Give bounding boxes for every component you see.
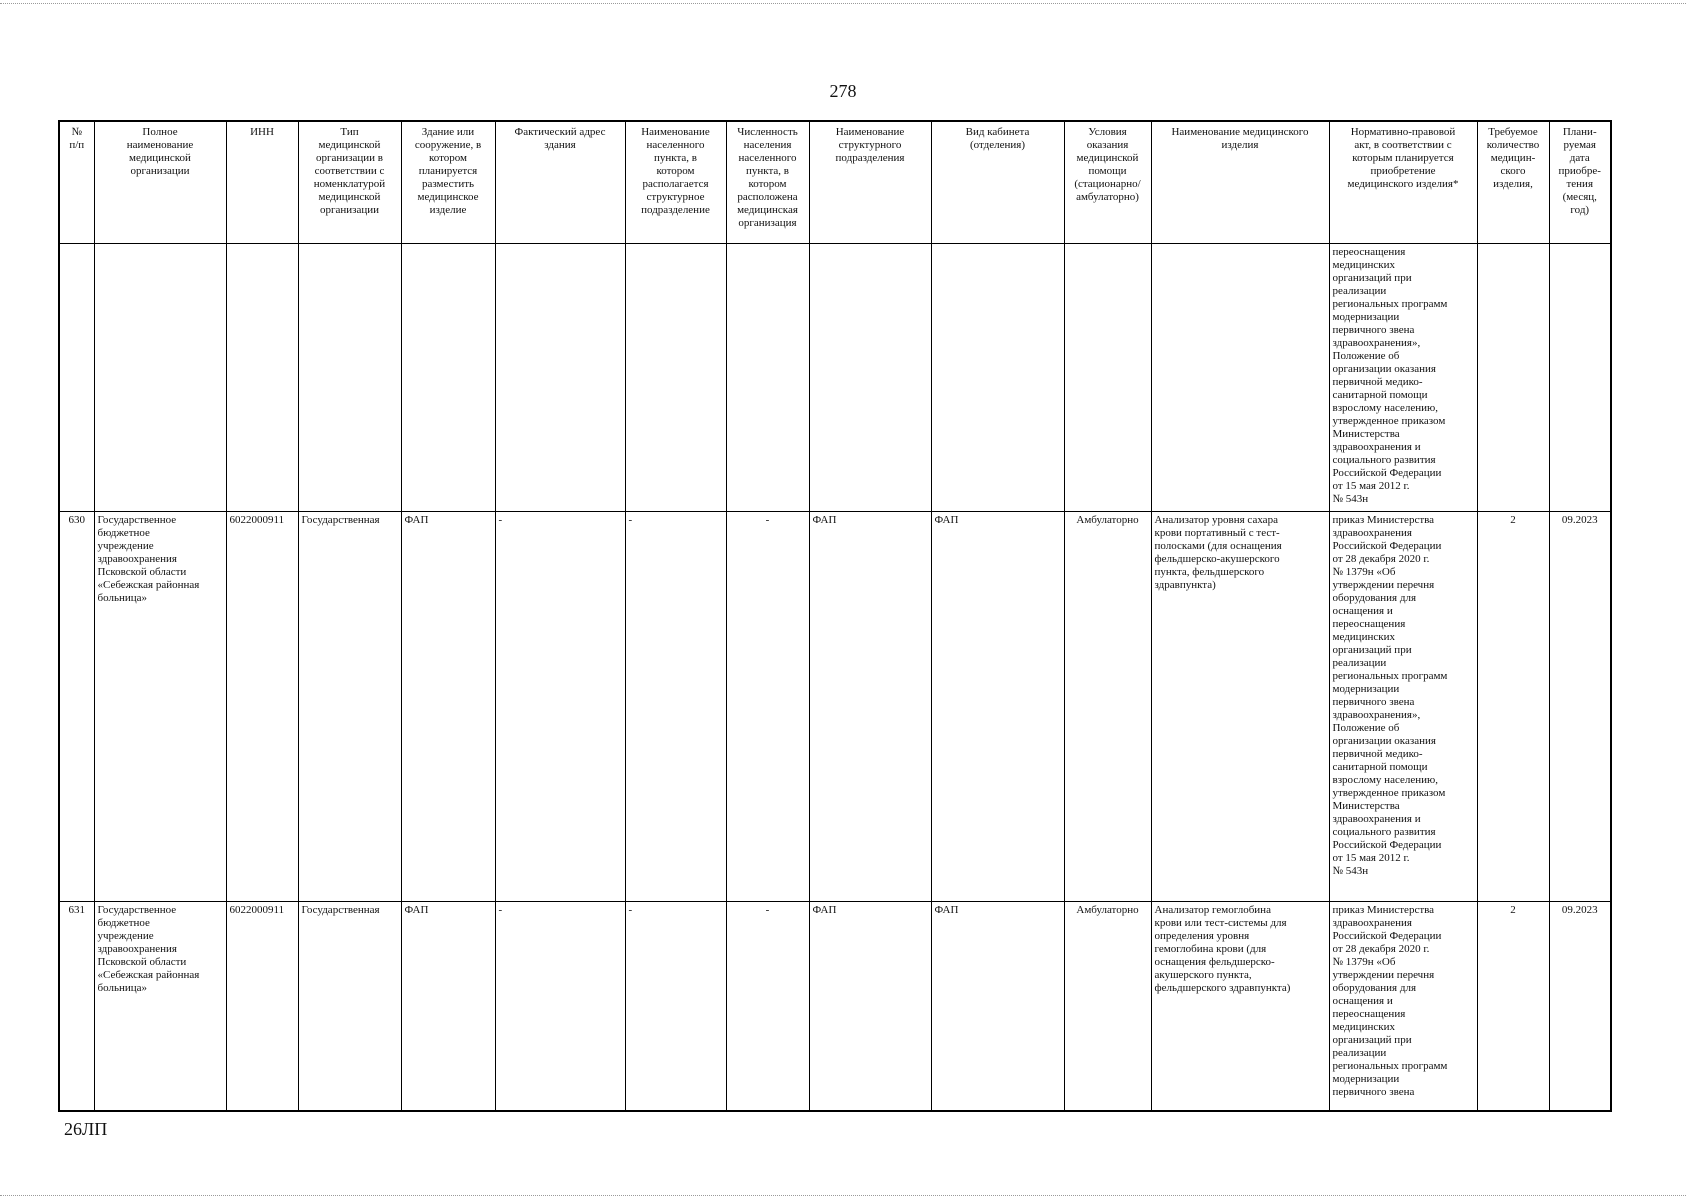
header-cell-device-name: Наименование медицинского изделия xyxy=(1151,121,1329,243)
cell-address xyxy=(495,243,625,511)
cell-locality: - xyxy=(625,901,726,1111)
cell-room-type xyxy=(931,243,1064,511)
cell-legal-act: переоснащения медицинских организаций при реализации региональных программ модернизации первичного звена здравоохранения», Положение об организации оказания первичной медико- санитарной помощи взрослому населению, утвержденное приказом Министерства здравоохранения и социального развития Российской Федерации от 15 мая 2012 г. № 543н xyxy=(1329,243,1477,511)
cell-building: ФАП xyxy=(401,901,495,1111)
table-row xyxy=(59,243,1611,511)
header-cell-address: Фактический адрес здания xyxy=(495,121,625,243)
cell-planned-date xyxy=(1549,243,1611,511)
header-cell-planned-date: Плани- руемая дата приобре- тения (месяц, год) xyxy=(1549,121,1611,243)
cell-org-name: Государственное бюджетное учреждение здравоохранения Псковской области «Себежская районная больница» xyxy=(94,511,226,901)
cell-device-name: Анализатор гемоглобина крови или тест-системы для определения уровня гемоглобина крови (для оснащения фельдшерско- акушерского пункта, фельдшерского здравпункта) xyxy=(1151,901,1329,1111)
equipment-table xyxy=(58,120,1612,1112)
cell-org-type: Государственная xyxy=(298,901,401,1111)
cell-locality xyxy=(625,243,726,511)
scan-edge-bottom xyxy=(0,1195,1686,1196)
header-cell-legal-act: Нормативно-правовой акт, в соответствии с которым планируется приобретение медицинского изделия* xyxy=(1329,121,1477,243)
cell-legal-act: приказ Министерства здравоохранения Российской Федерации от 28 декабря 2020 г. № 1379н «Об утверждении перечня оборудования для оснащения и переоснащения медицинских организаций при реализации региональных программ модернизации первичного звена xyxy=(1329,901,1477,1111)
cell-org-type xyxy=(298,243,401,511)
cell-quantity: 2 xyxy=(1477,511,1549,901)
cell-legal-act: приказ Министерства здравоохранения Российской Федерации от 28 декабря 2020 г. № 1379н «Об утверждении перечня оборудования для оснащения и переоснащения медицинских организаций при реализации региональных программ модернизации первичного звена здравоохранения», Положение об организации оказания первичной медико- санитарной помощи взрослому населению, утвержденное приказом Министерства здравоохранения и социального развития Российской Федерации от 15 мая 2012 г. № 543н xyxy=(1329,511,1477,901)
cell-number: 630 xyxy=(59,511,94,901)
cell-device-name xyxy=(1151,243,1329,511)
cell-quantity: 2 xyxy=(1477,901,1549,1111)
header-cell-quantity: Требуемое количество медицин- ского изделия, xyxy=(1477,121,1549,243)
table-row xyxy=(59,901,1611,1111)
scan-edge-top xyxy=(0,3,1686,4)
cell-care-conditions xyxy=(1064,243,1151,511)
cell-inn xyxy=(226,243,298,511)
cell-population xyxy=(726,243,809,511)
cell-population: - xyxy=(726,901,809,1111)
cell-planned-date: 09.2023 xyxy=(1549,901,1611,1111)
cell-org-type: Государственная xyxy=(298,511,401,901)
header-cell-locality: Наименование населенного пункта, в котором располагается структурное подразделение xyxy=(625,121,726,243)
cell-planned-date: 09.2023 xyxy=(1549,511,1611,901)
cell-care-conditions: Амбулаторно xyxy=(1064,901,1151,1111)
header-cell-inn: ИНН xyxy=(226,121,298,243)
header-cell-room-type: Вид кабинета (отделения) xyxy=(931,121,1064,243)
cell-care-conditions: Амбулаторно xyxy=(1064,511,1151,901)
header-cell-org-name: Полное наименование медицинской организации xyxy=(94,121,226,243)
page-number: 278 xyxy=(829,81,857,101)
cell-number xyxy=(59,243,94,511)
cell-room-type: ФАП xyxy=(931,901,1064,1111)
cell-subdivision: ФАП xyxy=(809,901,931,1111)
cell-subdivision: ФАП xyxy=(809,511,931,901)
cell-locality: - xyxy=(625,511,726,901)
cell-room-type: ФАП xyxy=(931,511,1064,901)
cell-number: 631 xyxy=(59,901,94,1111)
cell-building xyxy=(401,243,495,511)
footer-document-code: 26ЛП xyxy=(64,1119,108,1139)
cell-address: - xyxy=(495,511,625,901)
cell-org-name: Государственное бюджетное учреждение здравоохранения Псковской области «Себежская районная больница» xyxy=(94,901,226,1111)
cell-building: ФАП xyxy=(401,511,495,901)
header-cell-org-type: Тип медицинской организации в соответствии с номенклатурой медицинской организации xyxy=(298,121,401,243)
cell-inn: 6022000911 xyxy=(226,901,298,1111)
cell-org-name xyxy=(94,243,226,511)
cell-population: - xyxy=(726,511,809,901)
table-row xyxy=(59,511,1611,901)
cell-quantity xyxy=(1477,243,1549,511)
header-cell-building: Здание или сооружение, в котором планируется разместить медицинское изделие xyxy=(401,121,495,243)
cell-inn: 6022000911 xyxy=(226,511,298,901)
cell-address: - xyxy=(495,901,625,1111)
table-header-row xyxy=(59,121,1611,243)
header-cell-number: № п/п xyxy=(59,121,94,243)
header-cell-care-conditions: Условия оказания медицинской помощи (стационарно/ амбулаторно) xyxy=(1064,121,1151,243)
cell-device-name: Анализатор уровня сахара крови портативный с тест- полосками (для оснащения фельдшерско-акушерского пункта, фельдшерского здравпункта) xyxy=(1151,511,1329,901)
header-cell-subdivision: Наименование структурного подразделения xyxy=(809,121,931,243)
header-cell-population: Численность населения населенного пункта, в котором расположена медицинская организация xyxy=(726,121,809,243)
cell-subdivision xyxy=(809,243,931,511)
